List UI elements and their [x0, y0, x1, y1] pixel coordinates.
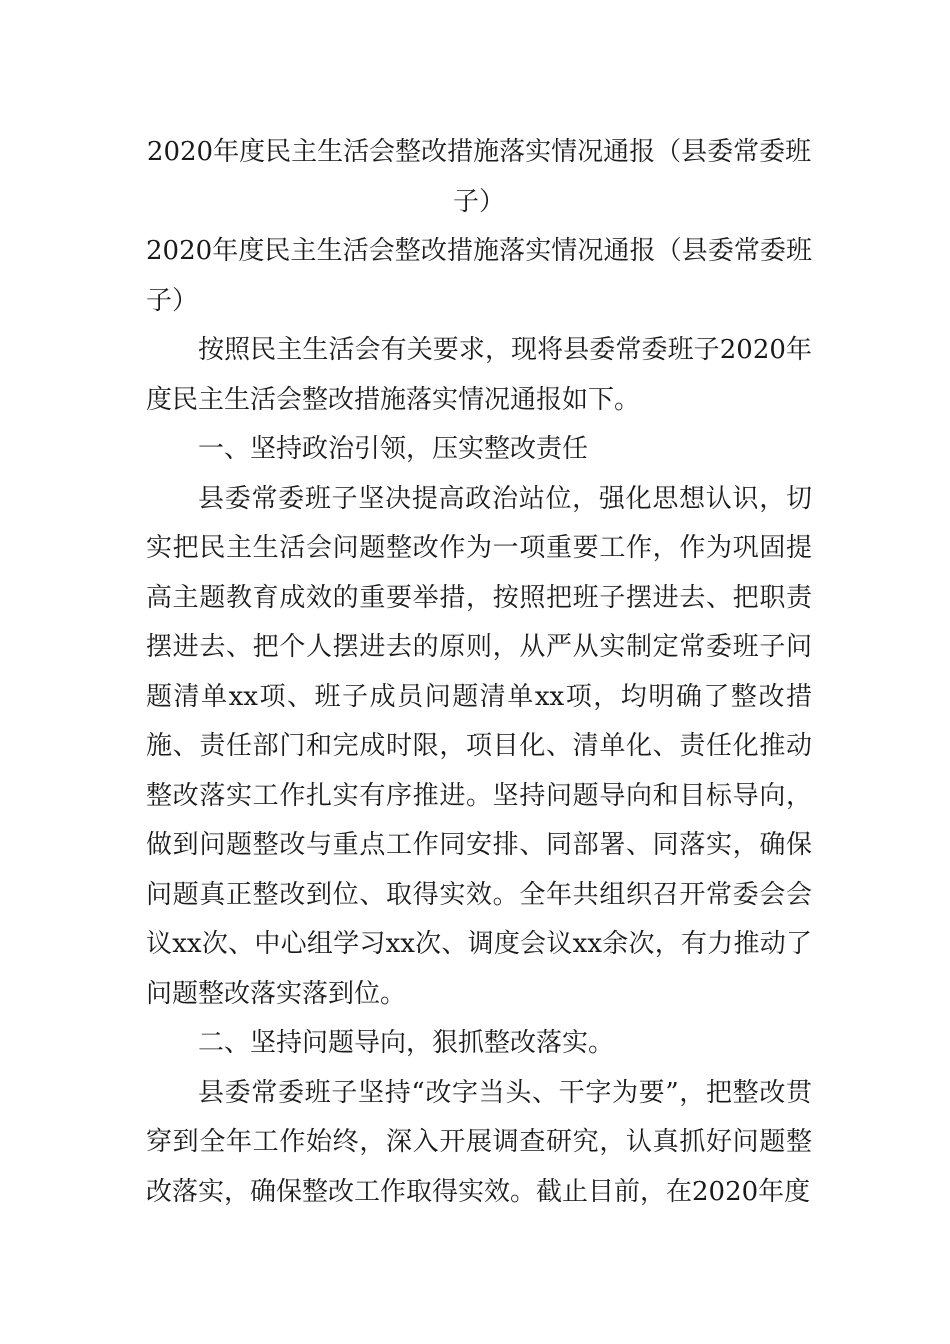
paragraph-section-2: 县委常委班子坚持“改字当头、干字为要”，把整改贯穿到全年工作始终，深入开展调查研究，认真抓好问题整改落实，确保整改工作取得实效。截止目前，在2020年度: [146, 1077, 812, 1207]
document-subtitle: 2020年度民主生活会整改措施落实情况通报（县委常委班子）: [146, 236, 812, 316]
document-page: [146, 128, 812, 1217]
section-heading-1: 一、坚持政治引领，压实整改责任: [198, 434, 589, 464]
section-heading-2: 二、坚持问题导向，狠抓整改落实。: [198, 1028, 615, 1058]
paragraph-section-1: 县委常委班子坚决提高政治站位，强化思想认识，切实把民主生活会问题整改作为一项重要工作，作为巩固提高主题教育成效的重要举措，按照把班子摆进去、把职责摆进去、把个人摆进去的原则，从严从实制定常委班子问题清单xx项、班子成员问题清单xx项，均明确了整改措施、责任部门和完成时限，项目化、清单化、责任化推动整改落实工作扎实有序推进。坚持问题导向和目标导向，做到问题整改与重点工作同安排、同部署、同落实，确保问题真正整改到位、取得实效。全年共组织召开常委会会议xx次、中心组学习xx次、调度会议xx余次，有力推动了问题整改落实落到位。: [146, 483, 812, 1009]
document-title: 2020年度民主生活会整改措施落实情况通报（县委常委班子）: [146, 137, 812, 217]
paragraph-intro: 按照民主生活会有关要求，现将县委常委班子2020年度民主生活会整改措施落实情况通报如下。: [146, 335, 812, 415]
